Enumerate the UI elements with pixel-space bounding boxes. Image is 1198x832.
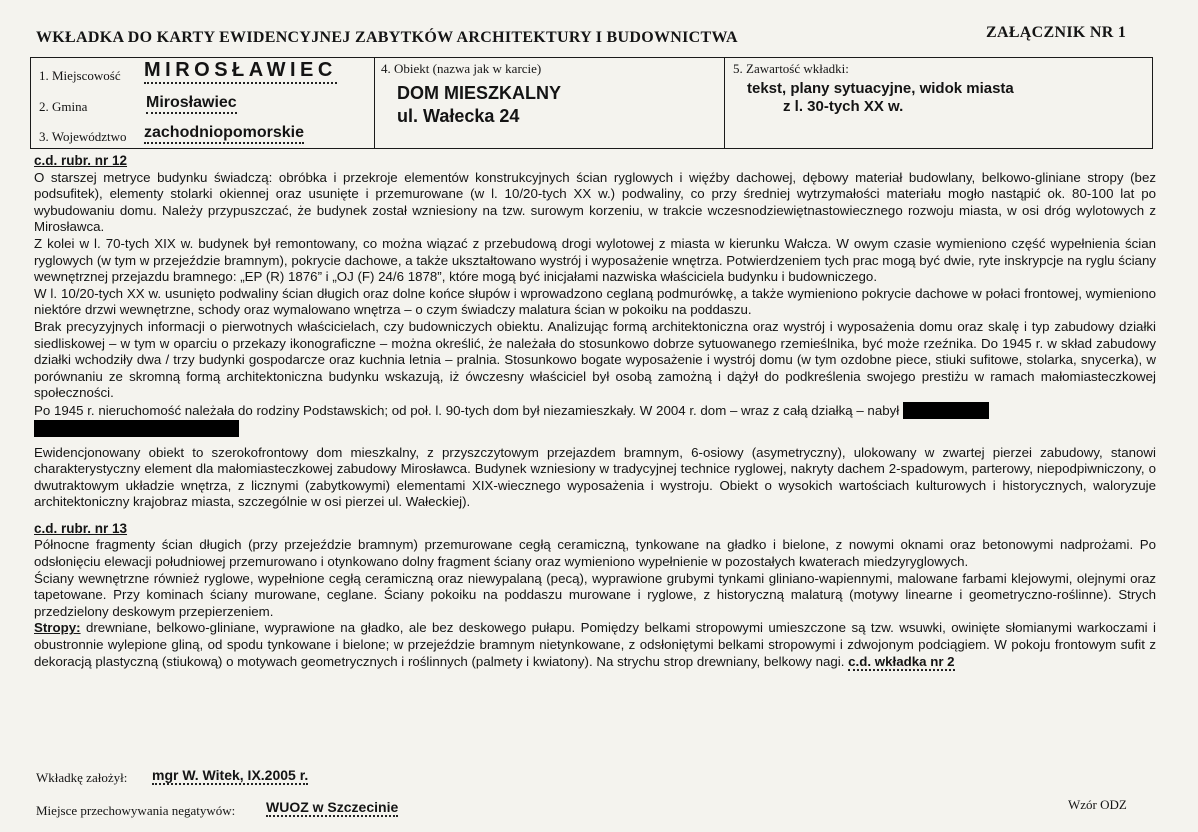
ceilings-text: drewniane, belkowo-gliniane, wyprawione na gładko, ale bez deskowego pułapu. Pomiędzy belkami stropowymi umieszczone są tzw. wsuwki, owinięte słomianymi warkoczami i obustronnie wylepione gliną, od spodu tynkowane i bielone; w przejeździe bramnym nietynkowane, z odsłoniętymi belkami stropowymi i zdwojonym podciągiem. W pokoju frontowym sufit z dekoracją plastyczną (stiukową) o motywach geometrycznych i roślinnych (palmety i kwiatony). Na strychu strop drewniany, belkowy nagi.	[34, 620, 1156, 669]
ownership-text: Po 1945 r. nieruchomość należała do rodziny Podstawskich; od poł. l. 90-tych dom był niezamieszkały. W 2004 r. dom – wraz z całą działką – nabył	[34, 402, 900, 418]
section-13-paragraph: Ściany wewnętrzne również ryglowe, wypełnione cegłą ceramiczną oraz niewypalaną (pecą), wyprawione grubymi tynkami gliniano-wapiennymi, malowane farbami klejowymi, olejnymi oraz tapetowane. Przy kominach ściany murowane, ceglane. Ściany pokoiku na poddaszu murowane i ryglowe, z historyczną malaturą (motywy linearne i geometryczno-roślinne). Strych przedzielony deskowym przepierzeniem.	[34, 570, 1156, 619]
storage-value: WUOZ w Szczecinie	[266, 799, 399, 815]
commune-label: 2. Gmina	[39, 99, 88, 114]
object-address: ul. Wałecka 24	[397, 106, 520, 126]
contents-line-2: z l. 30-tych XX w.	[783, 98, 904, 115]
author-label: Wkładkę założył:	[36, 770, 128, 785]
redaction-bar	[34, 420, 239, 437]
locality-value: MIROSŁAWIEC	[144, 59, 337, 84]
document-title: WKŁADKA DO KARTY EWIDENCYJNEJ ZABYTKÓW ARCHITEKTURY I BUDOWNICTWA	[36, 29, 738, 46]
section-13-paragraph: Północne fragmenty ścian długich (przy przejeździe bramnym) przemurowane cegłą ceramiczną, tynkowane na gładko i bielone, z nowymi oknami oraz betonowymi nadprożami. Po odsłonięciu elewacji południowej przemurowano i otynkowano dolny fragment ściany oraz wymieniono wypełnienie w pozostałych kwaterach miedzyryglowych.	[34, 537, 1156, 570]
contents-line-1: tekst, plany sytuacyjne, widok miasta	[747, 80, 1014, 97]
column-divider	[724, 58, 725, 148]
header-fields-box	[30, 57, 1153, 149]
object-name: DOM MIESZKALNY	[397, 83, 561, 103]
column-divider	[374, 58, 375, 148]
section-13-paragraph-ceilings	[34, 620, 1156, 670]
redaction-bar	[903, 402, 989, 419]
ceilings-label: Stropy:	[34, 620, 81, 636]
section-12-paragraph: Ewidencjonowany obiekt to szerokofrontowy dom mieszkalny, z przyszczytowym przejazdem bramnym, 6-osiowy (asymetryczny), ulokowany w zwartej pierzei zabudowy, stanowi charakterystyczny element dla małomiasteczkowej zabudowy Mirosławca. Budynek wzniesiony w tradycyjnej technice ryglowej, nakryty dachem 2-spadowym, parterowy, niepodpiwniczony, o dwutraktowym układzie wnętrza, z licznymi (zabytkowymi) elementami XIX-wiecznego wyposażenia i wystroju. Obiekt o wysokich wartościach kulturowych i historycznych, waloryzuje architektoniczny krajobraz miasta, szczególnie w osi pierzei ul. Wałeckiej).	[34, 444, 1156, 510]
section-12-heading: c.d. rubr. nr 12	[34, 153, 128, 168]
annex-number: ZAŁĄCZNIK NR 1	[986, 24, 1127, 41]
section-12-paragraph: Brak precyzyjnych informacji o pierwotnych właścicielach, czy budowniczych obiektu. Analizując formą architektoniczna oraz wystrój i wyposażenia domu oraz skalę i typ zabudowy działki siedliskowej – w tym w oparciu o przekazy ikonograficzne – można określić, że należała do stosunkowo dobrze sytuowanego rzemieślnika, być może rzeźnika. Do 1945 r. w skład zabudowy działki wchodziły dwa / trzy budynki gospodarcze oraz kuchnia letnia – pralnia. Stosunkowo bogate wyposażenie i wystrój domu (w tym ozdobne piece, stiuki sufitowe, stolarka, snycerka), w porównaniu ze skromną formą architektoniczna budynku wskazują, iż ówczesny właściciel był osobą zamożną i dążył do podkreślenia swojego prestiżu w ramach małomiasteczkowej społeczności.	[34, 318, 1156, 401]
section-12-paragraph: Z kolei w l. 70-tych XIX w. budynek był remontowany, co można wiązać z przebudową drogi wylotowej z miasta w kierunku Wałcza. W owym czasie wymieniono część wypełnienia ścian ryglowych (w tym w przejeździe bramnym), pokrycie dachowe, a także ukształtowano wystrój i wyposażenie wnętrza. Potwierdzeniem tych prac mogą być dwie, ryte inskrypcje na ryglu ściany wewnętrznej przejazdu bramnego: „EP (R) 1876” i „OJ (F) 24/6 1878”, które mogą być inicjałami nazwiska właściciela budynku i budowniczego.	[34, 235, 1156, 285]
form-template-label: Wzór ODZ	[1068, 797, 1127, 812]
locality-label: 1. Miejscowość	[39, 68, 121, 83]
object-value	[397, 82, 561, 128]
section-12-paragraph: O starszej metryce budynku świadczą: obróbka i przekroje elementów konstrukcyjnych ścian ryglowych i więźby dachowej, dębowy materiał budowlany, belkowo-gliniane stropy (bez podsufitek), elementy stolarki okiennej oraz usunięte i przemurowane (w l. 10/20-tych XX w.) podwaliny, co przy średniej wytrzymałości materiału mogło nastąpić ok. 80-100 lat po wybudowaniu domu. Należy przypuszczać, że budynek został wzniesiony na tzw. surowym korzeniu, w trakcie wczesnodziewiętnastowiecznego rozwoju miasta, w osi dróg wylotowych z Mirosławca.	[34, 169, 1156, 235]
author-value: mgr W. Witek, IX.2005 r.	[152, 767, 309, 783]
voivodeship-label: 3. Województwo	[39, 129, 127, 144]
object-label: 4. Obiekt (nazwa jak w karcie)	[381, 61, 542, 76]
voivodeship-value: zachodniopomorskie	[144, 124, 304, 144]
section-13-heading: c.d. rubr. nr 13	[34, 520, 128, 536]
document-body	[34, 153, 1156, 670]
storage-label: Miejsce przechowywania negatywów:	[36, 803, 236, 818]
commune-value: Mirosławiec	[146, 94, 237, 114]
section-12-paragraph: W l. 10/20-tych XX w. usunięto podwaliny ścian długich oraz dolne końce słupów i wprowadzono ceglaną podmurówkę, a także wymieniono pokrycie dachowe w połaci frontowej, wymieniono niektóre drzwi wewnętrzne, schody oraz wymalowano wnętrza – o czym świadczy malatura ścian w pokoiku na poddaszu.	[34, 285, 1156, 318]
contents-value	[747, 80, 1014, 116]
contents-label: 5. Zawartość wkładki:	[733, 61, 849, 76]
section-12-paragraph-ownership	[34, 402, 1156, 420]
continued-note: c.d. wkładka nr 2	[848, 653, 955, 669]
